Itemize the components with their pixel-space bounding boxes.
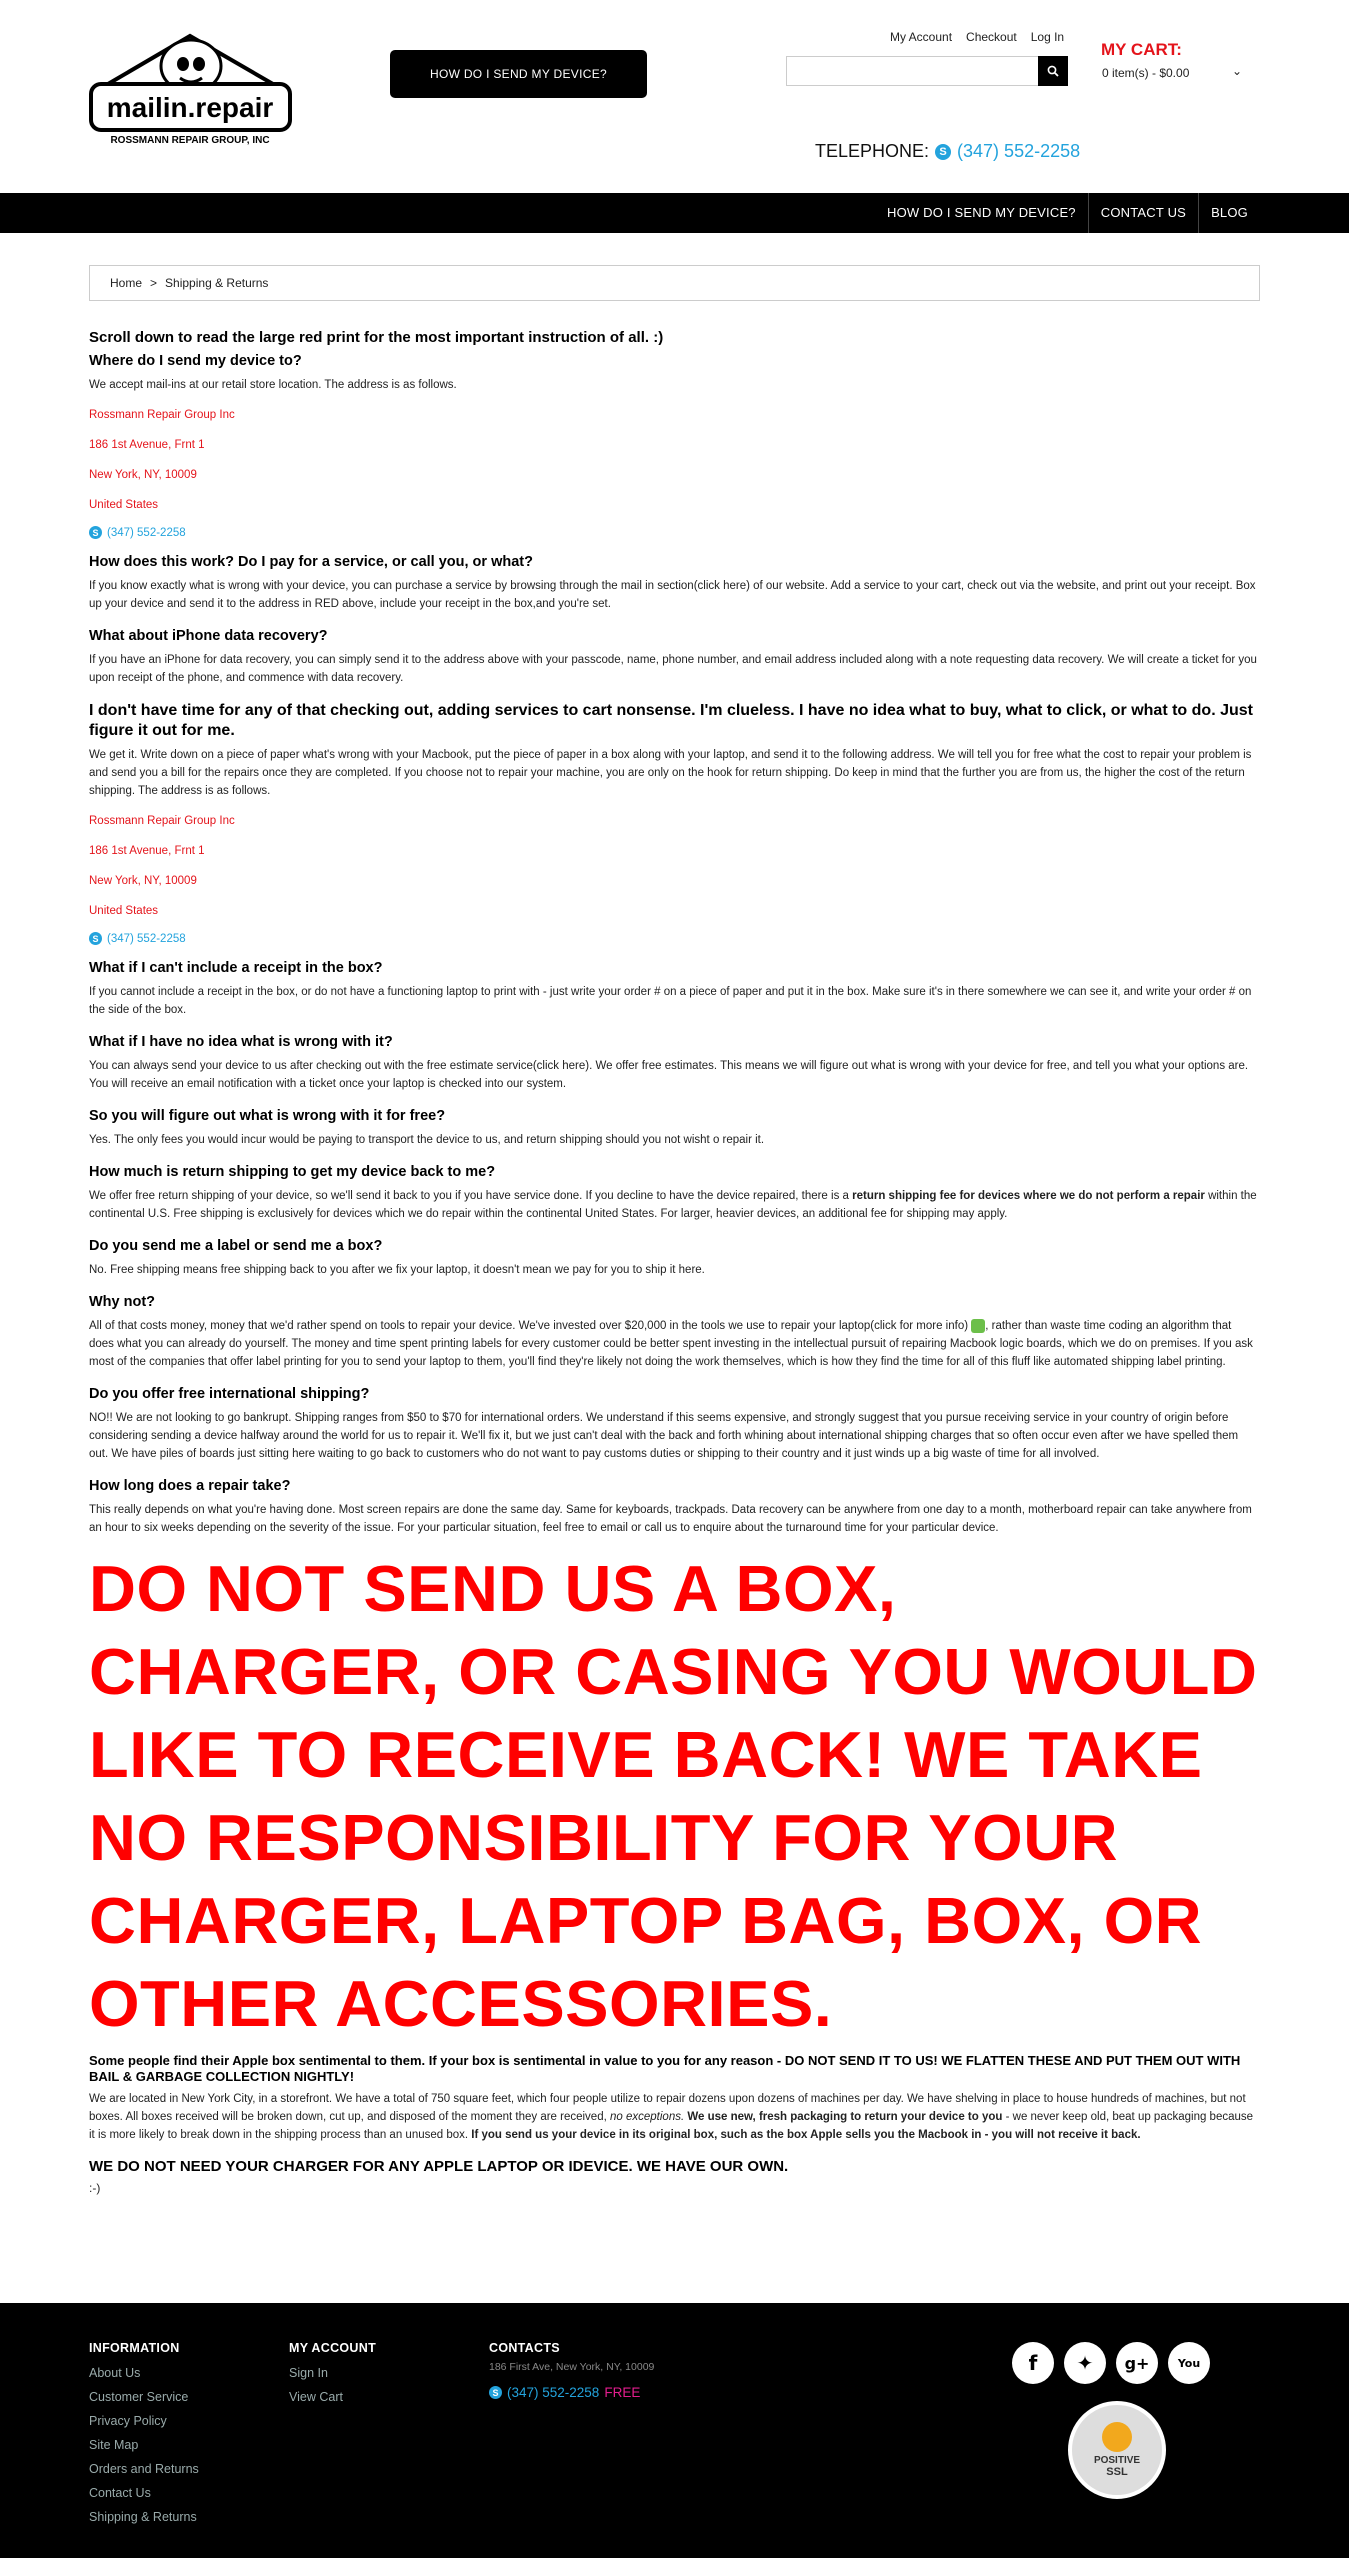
question-heading: I don't have time for any of that checking out, adding services to cart nonsense. I'm clueless. I have no idea what to buy, what to click, or what to do. Just figure it out for me. — [89, 702, 1253, 739]
telephone-number[interactable]: (347) 552-2258 — [957, 141, 1081, 161]
footer-link-shipping-returns[interactable]: Shipping & Returns — [89, 2510, 197, 2524]
search-input[interactable] — [787, 57, 1037, 85]
skype-icon: S — [935, 144, 951, 160]
phone-line[interactable] — [89, 526, 1259, 539]
breadcrumb-separator: > — [150, 276, 158, 290]
question-heading: Do you offer free international shipping? — [89, 1386, 370, 1402]
footer-link-sign-in[interactable]: Sign In — [289, 2366, 328, 2380]
search-icon — [1047, 65, 1059, 77]
location-text-italic: no exceptions. — [610, 2111, 685, 2123]
location-text-part: - we never keep old, beat up packaging because it is more likely to break down in the shipping process than an unused box. — [89, 2111, 1254, 2141]
how-do-i-send-button[interactable]: HOW DO I SEND MY DEVICE? — [390, 50, 647, 98]
twitter-icon[interactable]: ✦ — [1064, 2342, 1106, 2384]
answer-text: NO!! We are not looking to go bankrupt. Shipping ranges from $50 to $70 for international orders. We understand if this seems expensive, and strongly suggest that you pursue receiving service in your country of origin before considering sending a device halfway around the world for us to repair it. We'll fix it, but we just can't deal with the back and forth whining about international shipping charges that so often occur even after we have spelled them out. We have piles of boards just sitting here waiting to go back to customers who do not want to pay customs duties or shipping to their country and it just winds up a big waste of time for all involved. — [89, 1412, 1239, 1460]
answer-text-part: within the continental U.S. Free shipping is exclusively for devices which we do repair within the continental United States. For larger, heavier devices, an additional fee for shipping may apply. — [89, 1190, 1257, 1220]
question-heading: How does this work? Do I pay for a service, or call you, or what? — [89, 554, 533, 570]
address-line: New York, NY, 10009 — [89, 875, 197, 887]
question-heading: What if I have no idea what is wrong with it? — [89, 1034, 393, 1050]
logo-subtext: ROSSMANN REPAIR GROUP, INC — [110, 135, 270, 146]
tools-icon[interactable] — [971, 1319, 985, 1333]
answer-text: If you have an iPhone for data recovery, you can simply send it to the address above with your passcode, name, phone number, and email address included along with a note requesting data recovery. We will create a ticket for you upon receipt of the phone, and commence with data recovery. — [89, 654, 1257, 684]
footer-phone[interactable] — [489, 2385, 654, 2400]
breadcrumb — [89, 265, 1260, 301]
footer-my-account — [289, 2341, 376, 2409]
breadcrumb-home[interactable]: Home — [110, 276, 143, 290]
answer-text: We get it. Write down on a piece of paper what's wrong with your Macbook, put the piece of paper in a box along with your laptop, and send it to the following address. We will tell you for free what the cost to repair your problem is and send you a bill for the repairs once they are completed. If you choose not to repair your machine, you are only on the hook for return shipping. Do keep in mind that the further you are from us, the higher the cost of the return shipping. The address is as follows. — [89, 749, 1252, 797]
question-heading: How long does a repair take? — [89, 1478, 291, 1494]
footer-address: 186 First Ave, New York, NY, 10009 — [489, 2361, 655, 2373]
my-account-link[interactable]: My Account — [890, 30, 953, 44]
address-line: New York, NY, 10009 — [89, 469, 197, 481]
footer-link-privacy-policy[interactable]: Privacy Policy — [89, 2414, 167, 2428]
logo-text: mailin.repair — [106, 92, 274, 123]
social-icons — [1012, 2342, 1210, 2384]
nav-how-do-i-send[interactable]: HOW DO I SEND MY DEVICE? — [886, 205, 1076, 220]
skype-icon: S — [89, 526, 102, 539]
footer-link-about-us[interactable]: About Us — [89, 2366, 141, 2380]
phone-number[interactable]: (347) 552-2258 — [107, 932, 186, 945]
question-heading: Where do I send my device to? — [89, 353, 302, 369]
chevron-down-icon[interactable]: ⌄ — [1232, 64, 1243, 78]
ssl-seal[interactable] — [1068, 2401, 1166, 2499]
answer-text: This really depends on what you're having done. Most screen repairs are done the same day. Same for keyboards, trackpads. Data recovery can be anywhere from one day to a month, motherboard repair can take anywhere from an hour to six weeks depending on the severity of the issue. For your particular situation, feel free to email or call us to enquire about the turnaround time for your particular device. — [89, 1504, 1252, 1534]
answer-text-bold: return shipping fee for devices where we do not perform a repair — [852, 1190, 1205, 1202]
facebook-icon[interactable]: f — [1012, 2342, 1054, 2384]
location-text-bold: If you send us your device in its original box, such as the box Apple sells you the Macbook in - you will not receive it back. — [471, 2129, 1141, 2141]
footer-link-site-map[interactable]: Site Map — [89, 2438, 139, 2452]
question-heading: How much is return shipping to get my device back to me? — [89, 1164, 496, 1180]
telephone-label: TELEPHONE: — [815, 141, 930, 161]
answer-text: If you cannot include a receipt in the box, or do not have a functioning laptop to print with - just write your order # on a piece of paper and put it in the box. Make sure it's in there somewhere we can see it, and write your order # on the side of the box. — [89, 986, 1252, 1016]
login-link[interactable]: Log In — [1030, 30, 1065, 44]
answer-text-part: , rather than waste time coding an algorithm that does what you can already do yourself. The money and time spent printing labels for every customer could be better spent investing in the intellectual pursuit of repairing Macbook logic boards, which we do on premises. If you ask most of the companies that offer label printing for you to send your laptop to them, you'll find they're likely not doing the work themselves, which is how they find the time for all of this fluff like automated shipping label printing. — [89, 1320, 1253, 1368]
ssl-seal-line2: SSL — [1106, 2466, 1128, 2478]
main-content — [89, 328, 1259, 2195]
footer-link-orders-returns[interactable]: Orders and Returns — [89, 2462, 199, 2476]
ssl-seal-line1: POSITIVE — [1093, 2455, 1141, 2466]
top-links — [890, 30, 1078, 44]
warning-banner: DO NOT SEND US A BOX, CHARGER, OR CASING YOU WOULD LIKE TO RECEIVE BACK! WE TAKE NO RESPONSIBILITY FOR YOUR CHARGER, LAPTOP BAG, BOX, OR OTHER ACCESSORIES. — [89, 1552, 1258, 2040]
site-footer — [0, 2303, 1349, 2558]
question-heading: What if I can't include a receipt in the box? — [89, 960, 383, 976]
answer-text: We accept mail-ins at our retail store location. The address is as follows. — [89, 379, 457, 391]
location-text-part: We are located in New York City, in a storefront. We have a total of 750 square feet, which four people utilize to repair dozens upon dozens of machines per day. We have shelving in place to house hundreds of machines, but not boxes. All boxes received will be broken down, cut up, and disposed of the moment they are received, — [89, 2093, 1246, 2123]
intro-heading: Scroll down to read the large red print for the most important instruction of all. :) — [89, 329, 664, 346]
cart-summary[interactable]: 0 item(s) - $0.00 — [1102, 66, 1190, 80]
footer-phone-number[interactable]: (347) 552-2258 — [507, 2385, 600, 2400]
footer-account-title: MY ACCOUNT — [289, 2341, 377, 2355]
google-plus-icon[interactable]: g+ — [1116, 2342, 1158, 2384]
address-line: 186 1st Avenue, Frnt 1 — [89, 845, 205, 857]
site-header — [0, 0, 1349, 193]
nav-blog[interactable]: BLOG — [1198, 193, 1260, 233]
location-text — [89, 2090, 1259, 2144]
youtube-icon[interactable]: You — [1168, 2342, 1210, 2384]
charger-notice: WE DO NOT NEED YOUR CHARGER FOR ANY APPLE LAPTOP OR IDEVICE. WE HAVE OUR OWN. — [89, 2158, 789, 2175]
cart-title[interactable]: MY CART: — [1101, 40, 1182, 59]
answer-text — [89, 1317, 1259, 1371]
question-heading: So you will figure out what is wrong with it for free? — [89, 1108, 446, 1124]
phone-line[interactable] — [89, 932, 1259, 945]
checkout-link[interactable]: Checkout — [966, 30, 1017, 44]
smiley: :-) — [89, 2181, 101, 2195]
footer-info-title: INFORMATION — [89, 2341, 180, 2355]
footer-link-view-cart[interactable]: View Cart — [289, 2390, 343, 2404]
footer-free-label: FREE — [604, 2385, 641, 2400]
footer-link-customer-service[interactable]: Customer Service — [89, 2390, 189, 2404]
nav-contact-us[interactable]: CONTACT US — [1088, 193, 1198, 233]
footer-contacts-title: CONTACTS — [489, 2341, 560, 2355]
answer-text: Yes. The only fees you would incur would be paying to transport the device to us, and return shipping should you not wisht o repair it. — [89, 1134, 765, 1146]
footer-contacts — [489, 2341, 654, 2400]
phone-number[interactable]: (347) 552-2258 — [107, 526, 186, 539]
search-button[interactable] — [1038, 56, 1068, 86]
answer-text-part: We offer free return shipping of your device, so we'll send it back to you if you have service done. If you decline to have the device repaired, there is a — [89, 1190, 853, 1202]
breadcrumb-current: Shipping & Returns — [165, 276, 269, 290]
answer-text: If you know exactly what is wrong with your device, you can purchase a service by browsing through the mail in section(click here) of our website. Add a service to your cart, check out via the website, and print out your receipt. Box up your device and send it to the address in RED above, include your receipt in the box,and you're set. — [89, 580, 1256, 610]
logo[interactable] — [88, 26, 293, 148]
answer-text-part: All of that costs money, money that we'd rather spend on tools to repair your device. We've invested over $20,000 in the tools we use to repair your laptop(click for more info) — [89, 1320, 972, 1332]
address-line: United States — [89, 499, 159, 511]
skype-icon: S — [89, 932, 102, 945]
footer-information — [89, 2341, 199, 2529]
telephone — [815, 141, 1080, 162]
sentimental-notice: Some people find their Apple box sentimental to them. If your box is sentimental in value to you for any reason - DO NOT SEND IT TO US! WE FLATTEN THESE AND PUT THEM OUT WITH BAIL & GARBAGE COLLECTION NIGHTLY! — [89, 2053, 1241, 2084]
question-heading: Do you send me a label or send me a box? — [89, 1238, 383, 1254]
location-text-bold: We use new, fresh packaging to return your device to you — [684, 2111, 1003, 2123]
footer-link-contact-us[interactable]: Contact Us — [89, 2486, 151, 2500]
question-heading: What about iPhone data recovery? — [89, 628, 328, 644]
ssl-lock-icon — [1102, 2422, 1132, 2452]
answer-text: No. Free shipping means free shipping back to you after we fix your laptop, it doesn't mean we pay for you to ship it here. — [89, 1264, 705, 1276]
question-heading: Why not? — [89, 1294, 156, 1310]
answer-text: You can always send your device to us after checking out with the free estimate service(click here). We offer free estimates. This means we will figure out what is wrong with your device for free, and tell you what your options are. You will receive an email notification with a ticket once your laptop is checked into our system. — [89, 1060, 1249, 1090]
search-bar — [786, 56, 1068, 86]
main-nav — [0, 193, 1349, 233]
address-line: Rossmann Repair Group Inc — [89, 409, 235, 421]
address-line: Rossmann Repair Group Inc — [89, 815, 235, 827]
skype-icon: S — [489, 2386, 502, 2399]
address-line: United States — [89, 905, 159, 917]
address-line: 186 1st Avenue, Frnt 1 — [89, 439, 205, 451]
answer-text — [89, 1187, 1259, 1223]
